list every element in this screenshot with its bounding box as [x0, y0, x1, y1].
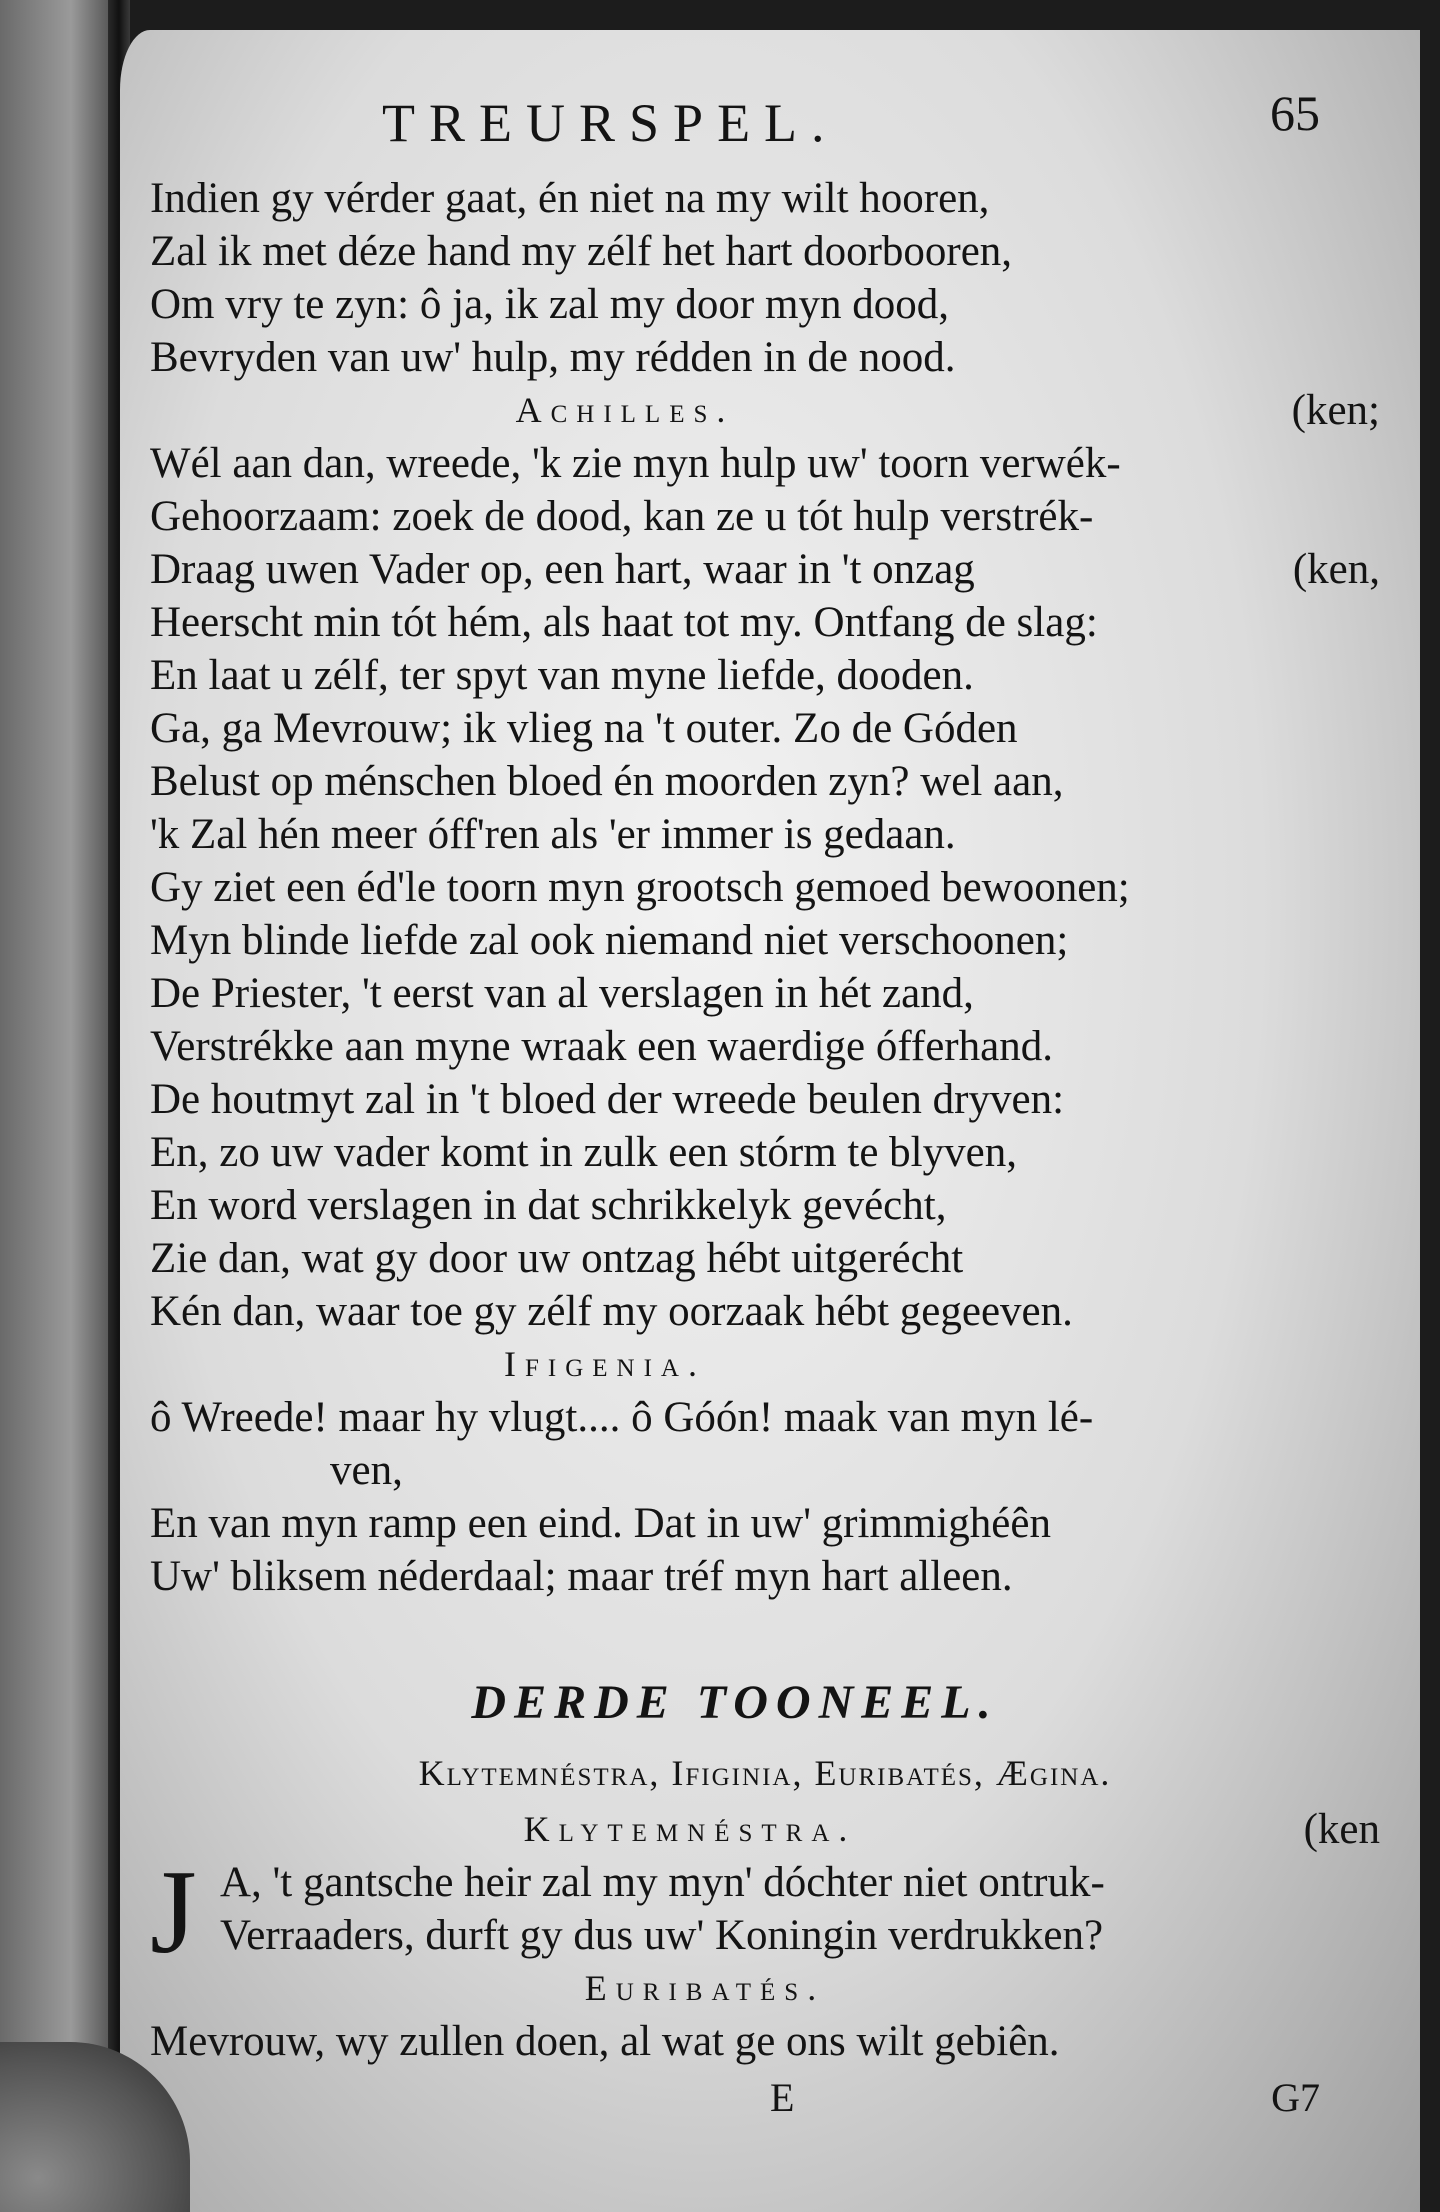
- dropcap-paragraph: [150, 1845, 1380, 1978]
- verse-line: Indien gy vérder gaat, én niet na my wilt hooren,: [150, 175, 990, 222]
- verse-line: Belust op ménschen bloed én moorden zyn? wel aan,: [150, 758, 1064, 805]
- verse-line: Heerscht min tót hém, als haat tot my. Ontfang de slag:: [150, 599, 1098, 646]
- running-title: TREURSPEL.: [382, 93, 839, 153]
- verse-line: Ga, ga Mevrouw; ik vlieg na 't outer. Zo de Góden: [150, 705, 1018, 752]
- scene-heading: DERDE TOONEEL.: [471, 1676, 999, 1729]
- drop-capital: J: [150, 1845, 197, 1978]
- speaker-row: [150, 384, 1380, 437]
- signature-mark: E: [770, 2075, 795, 2120]
- verse-line: 'k Zal hén meer óff'ren als 'er immer is gedaan.: [150, 811, 956, 858]
- page-body: [150, 172, 1380, 2134]
- catchword: G7: [1271, 2075, 1320, 2120]
- verse-line: En, zo uw vader komt in zulk een stórm te blyven,: [150, 1129, 1017, 1176]
- turnover-fragment: (ken: [1303, 1806, 1380, 1853]
- verse-continuation: ven,: [330, 1447, 403, 1494]
- verse-line: Gehoorzaam: zoek de dood, kan ze u tót hulp verstrék-: [150, 493, 1094, 540]
- verse-line: [150, 543, 1380, 596]
- verse-line: Uw' bliksem néderdaal; maar tréf myn hart alleen.: [150, 1553, 1013, 1600]
- verse-line: Myn blinde liefde zal ook niemand niet verschoonen;: [150, 917, 1069, 964]
- speaker-name: Ifigenia.: [504, 1344, 706, 1384]
- verse-line: Mevrouw, wy zullen doen, al wat ge ons wilt gebiên.: [150, 2018, 1060, 2065]
- speaker-name: Klytemnéstra.: [523, 1809, 857, 1849]
- verse-line: De houtmyt zal in 't bloed der wreede beulen dryven:: [150, 1076, 1065, 1123]
- book-page: [120, 30, 1420, 2212]
- verse-line: En van myn ramp een eind. Dat in uw' grimmighéên: [150, 1500, 1051, 1547]
- verse-line: Om vry te zyn: ô ja, ik zal my door myn dood,: [150, 281, 949, 328]
- verse-line: Zal ik met déze hand my zélf het hart doorbooren,: [150, 228, 1013, 275]
- verse-line: Gy ziet een éd'le toorn myn grootsch gemoed bewoonen;: [150, 864, 1130, 911]
- cast-list: Klytemnéstra, Ifiginia, Euribatés, Ægina.: [418, 1753, 1112, 1793]
- page-header: [120, 85, 1420, 162]
- page-footer: [150, 2074, 1380, 2134]
- verse-text: Draag uwen Vader op, een hart, waar in 't onzag: [150, 546, 975, 593]
- spacer: [150, 1603, 1380, 1663]
- turnover-fragment: (ken,: [1292, 546, 1380, 593]
- speaker-name: Achilles.: [515, 390, 735, 430]
- speaker-row: [150, 1803, 1380, 1856]
- page-number: 65: [1270, 85, 1320, 141]
- facing-page-edge: [0, 0, 118, 2212]
- verse-line: Zie dan, wat gy door uw ontzag hébt uitgerécht: [150, 1235, 964, 1282]
- verse-line: De Priester, 't eerst van al verslagen in hét zand,: [150, 970, 974, 1017]
- verse-line: ô Wreede! maar hy vlugt.... ô Góón! maak van myn lé-: [150, 1394, 1094, 1441]
- verse-line: Bevryden van uw' hulp, my rédden in de nood.: [150, 334, 956, 381]
- verse-line: A, 't gantsche heir zal my myn' dóchter niet ontruk-: [220, 1859, 1105, 1906]
- verse-line: Verraaders, durft gy dus uw' Koningin verdrukken?: [220, 1912, 1104, 1959]
- turnover-fragment: (ken;: [1291, 387, 1380, 434]
- verse-line: Verstrékke aan myne wraak een waerdige ófferhand.: [150, 1023, 1053, 1070]
- verse-line: Kén dan, waar toe gy zélf my oorzaak hébt gegeeven.: [150, 1288, 1073, 1335]
- speaker-name: Euribatés.: [584, 1968, 826, 2008]
- verse-line: En laat u zélf, ter spyt van myne liefde, dooden.: [150, 652, 974, 699]
- verse-line: Wél aan dan, wreede, 'k zie myn hulp uw' toorn verwék-: [150, 440, 1121, 487]
- verse-line: En word verslagen in dat schrikkelyk gevécht,: [150, 1182, 947, 1229]
